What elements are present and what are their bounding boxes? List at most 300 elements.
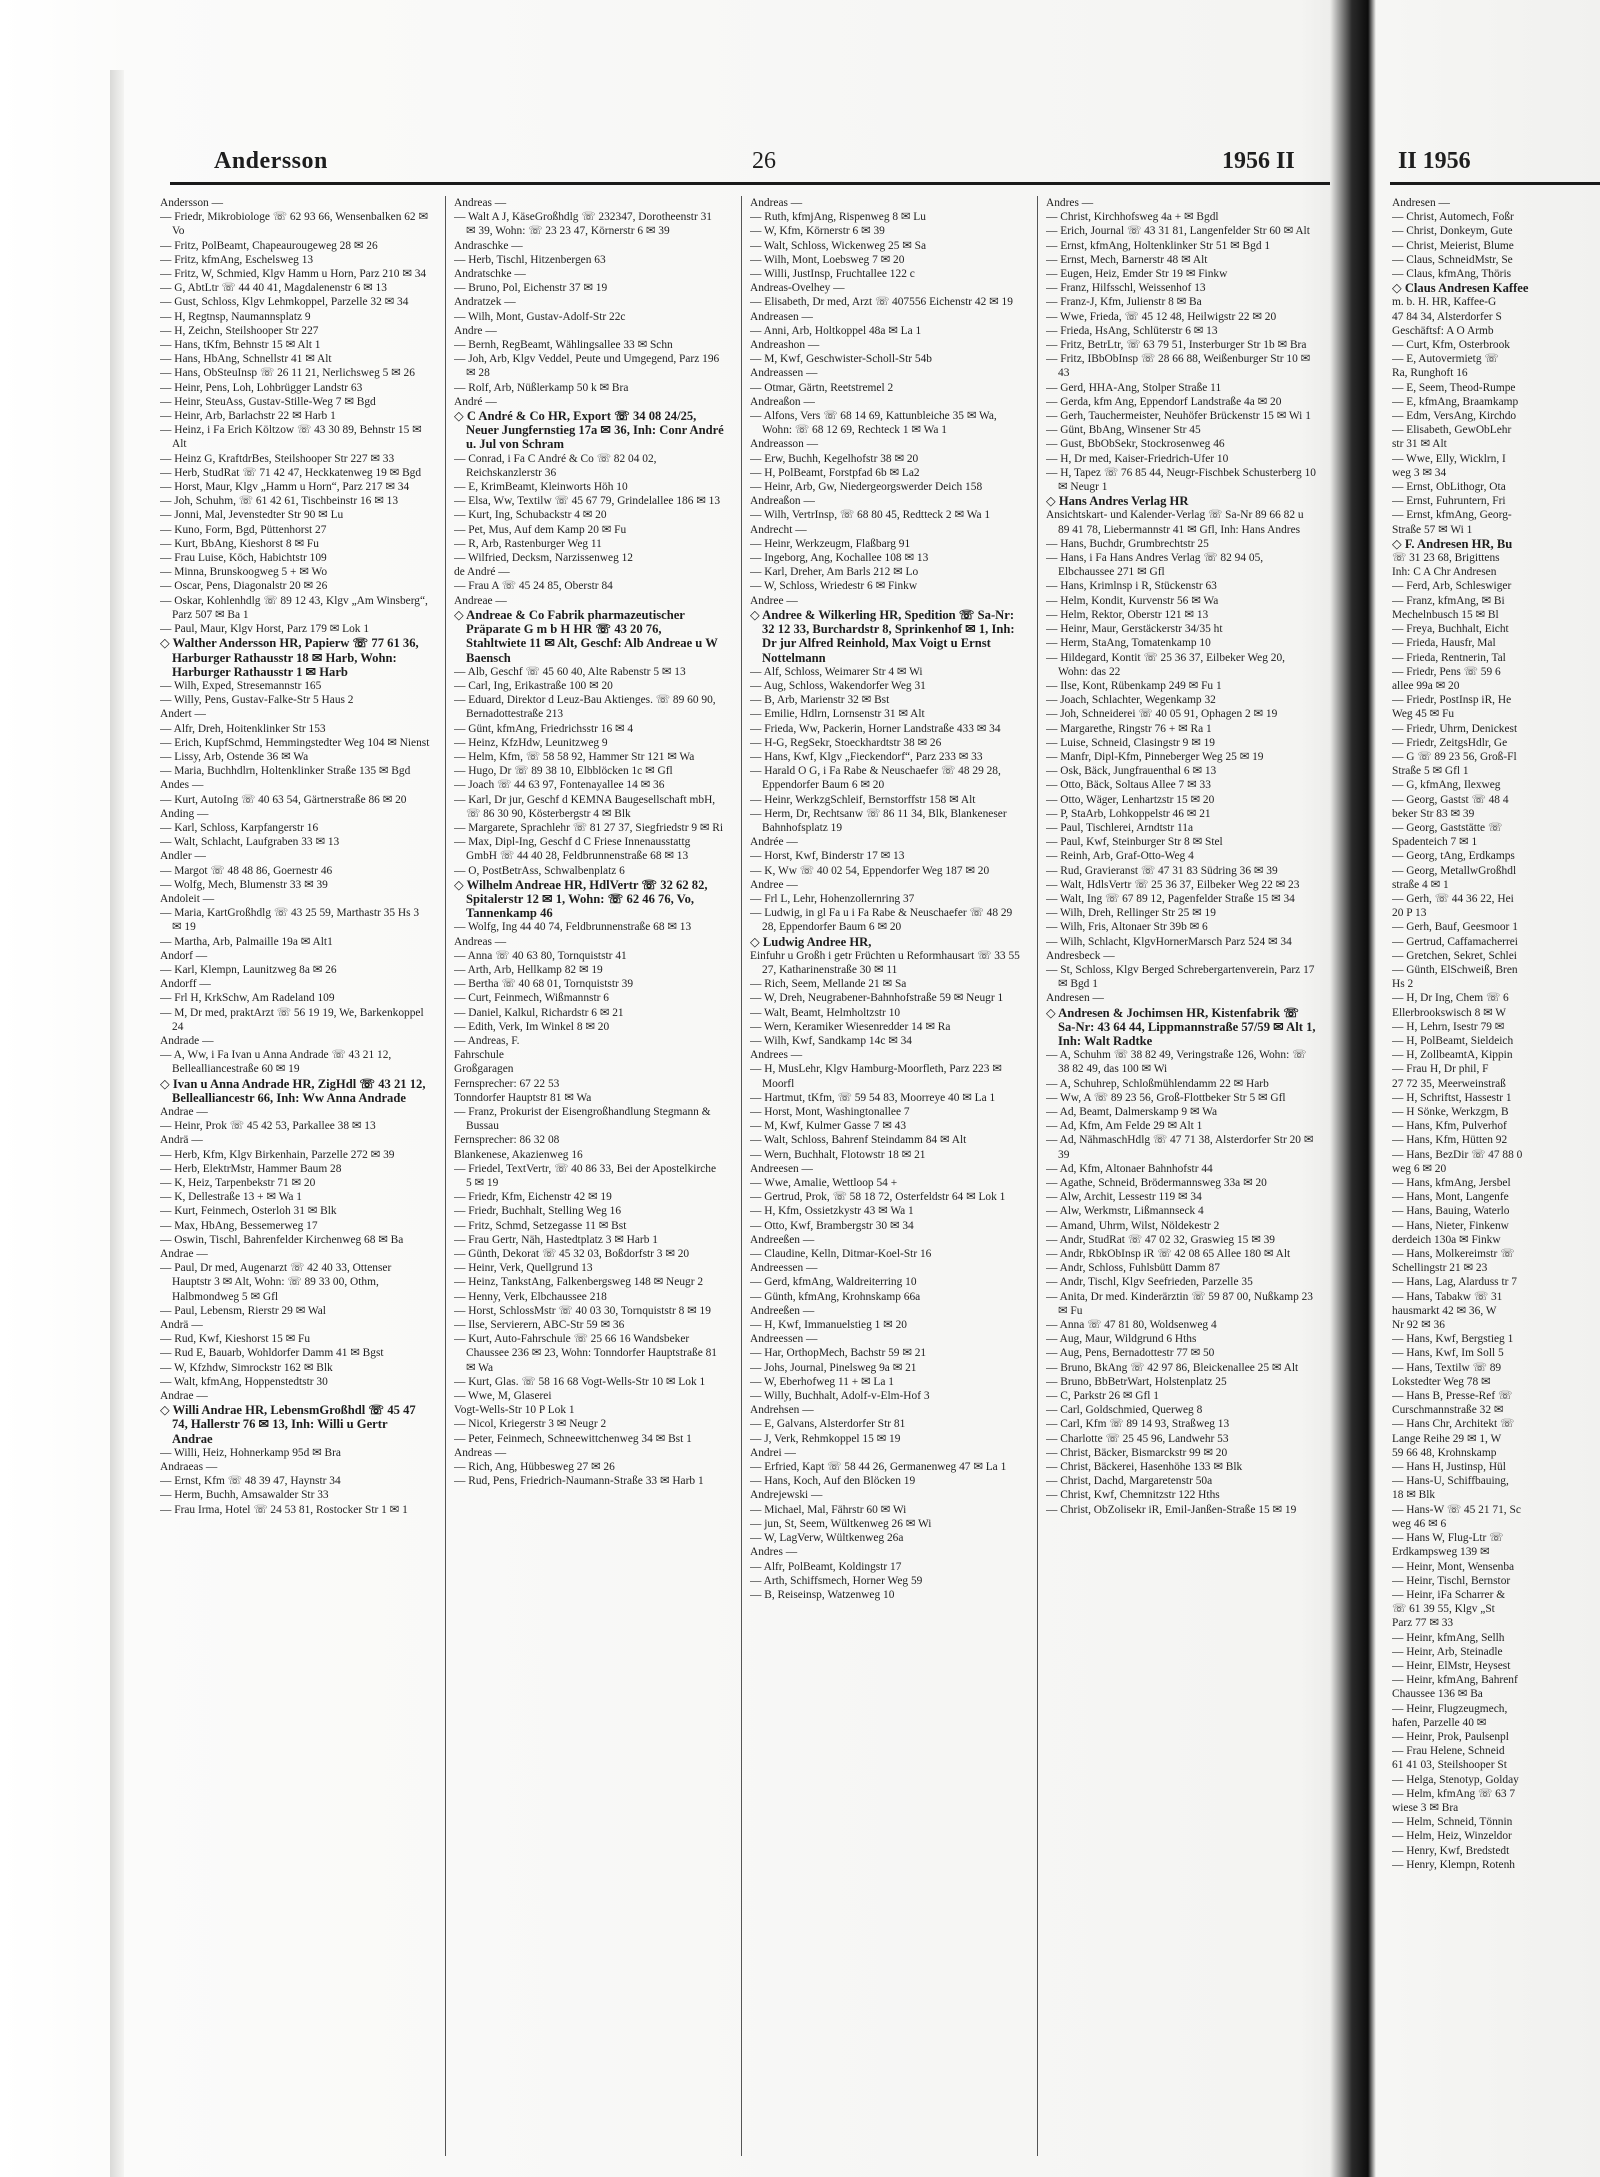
facing-entry: — Frieda, Hausfr, Mal xyxy=(1392,637,1496,650)
directory-entry: Blankenese, Akazienweg 16 xyxy=(454,1148,583,1161)
facing-entry: Erdkampsweg 139 ✉ xyxy=(1392,1546,1490,1559)
facing-entry: 61 41 03, Steilshooper St xyxy=(1392,1759,1507,1772)
directory-entry: — Gerd, HHA-Ang, Stolper Straße 11 xyxy=(1046,381,1222,394)
directory-entry: — Alfr, Dreh, Hoitenklinker Str 153 xyxy=(160,722,326,735)
directory-entry: — J, Verk, Rehmkoppel 15 ✉ 19 xyxy=(750,1432,901,1445)
directory-entry: Andres — xyxy=(1046,197,1094,209)
directory-entry: — Karl, Klempn, Launitzweg 8a ✉ 26 xyxy=(160,963,337,976)
directory-entry: — Hans, ObSteuInsp ☏ 26 11 21, Nerlichsweg 5 ✉ 26 xyxy=(160,367,415,380)
directory-entry: — Alfons, Vers ☏ 68 14 69, Kattunbleiche 35 ✉ Wa, Wohn: ☏ 68 12 69, Rechteck 1 ✉ Wa 1 xyxy=(750,410,997,437)
directory-entry: — Heinr, Maur, Gerstäckerstr 34/35 ht xyxy=(1046,623,1223,636)
facing-entry: — Claus, SchneidMstr, Se xyxy=(1392,253,1513,266)
directory-entry: — Heinr, Pens, Loh, Lohbrügger Landstr 63 xyxy=(160,381,363,394)
directory-entry: — Rud E, Bauarb, Wohldorfer Damm 41 ✉ Bgst xyxy=(160,1347,384,1360)
directory-entry: — W, Eberhofweg 11 + ✉ La 1 xyxy=(750,1375,894,1388)
directory-entry: — Hans, Koch, Auf den Blöcken 19 xyxy=(750,1475,916,1488)
directory-entry: — Gust, BbObSekr, Stockrosenweg 46 xyxy=(1046,438,1225,451)
directory-entry: Andrä — xyxy=(160,1319,203,1332)
facing-entry: — Hans, Kfm, Hütten 92 xyxy=(1392,1134,1508,1147)
facing-entry: — Hans-W ☏ 45 21 71, Sc xyxy=(1392,1503,1521,1516)
directory-entry: — Fritz, PolBeamt, Chapeaurougeweg 28 ✉ 26 xyxy=(160,239,378,252)
directory-entry: — Fritz, IBbObInsp ☏ 28 66 88, Weißenburger Str 10 ✉ 43 xyxy=(1046,353,1311,380)
facing-entry: — Georg, Gaststätte ☏ xyxy=(1392,821,1503,834)
directory-entry: — Wilh, Exped, Stresemannstr 165 xyxy=(160,679,322,692)
directory-entry: — Rich, Seem, Mellande 21 ✉ Sa xyxy=(750,978,907,991)
facing-entry: Parz 77 ✉ 33 xyxy=(1392,1617,1454,1630)
directory-entry: — Herb, Tischl, Hitzenbergen 63 xyxy=(454,253,606,266)
directory-entry: — Kurt, AutoIng ☏ 40 63 54, Gärtnerstraße 86 ✉ 20 xyxy=(160,793,407,806)
directory-entry: — H, Dr med, Kaiser-Friedrich-Ufer 10 xyxy=(1046,452,1229,465)
directory-entry: — Aug, Schloss, Wakendorfer Weg 31 xyxy=(750,679,926,692)
facing-entry: — Ernst, Fuhruntern, Fri xyxy=(1392,495,1506,508)
directory-entry: — Carl, Kfm ☏ 89 14 93, Straßweg 13 xyxy=(1046,1418,1230,1431)
directory-entry: — Bertha ☏ 40 68 01, Tornquiststr 39 xyxy=(454,978,634,991)
directory-entry: — Herm, Buchh, Amsawalder Str 33 xyxy=(160,1489,329,1502)
facing-entry: Mechelnbusch 15 ✉ Bl xyxy=(1392,608,1499,621)
directory-entry: Ansichtskart- und Kalender-Verlag ☏ Sa-Nr 89 66 82 u 89 41 78, Liebermannstr 41 ✉ Gfl, Inh: Hans Andres xyxy=(1046,509,1304,536)
facing-entry: — Günth, ElSchweiß, Bren xyxy=(1392,963,1518,976)
facing-entry: — Heinr, Tischl, Bernstor xyxy=(1392,1574,1511,1587)
directory-entry: — Willi, Heiz, Hohnerkamp 95d ✉ Bra xyxy=(160,1446,341,1459)
directory-entry: — A, Schuhrep, Schloßmühlendamm 22 ✉ Harb xyxy=(1046,1077,1269,1090)
facing-entry: Geschäftsf: A O Armb xyxy=(1392,324,1494,337)
binding-shadow xyxy=(110,70,124,2177)
directory-entry: — Henny, Verk, Elbchaussee 218 xyxy=(454,1290,607,1303)
directory-entry: — Alw, Werkmstr, Lißmannseck 4 xyxy=(1046,1205,1204,1218)
directory-entry: — Kuno, Form, Bgd, Püttenhorst 27 xyxy=(160,523,327,536)
directory-entry: — Eduard, Direktor d Leuz-Bau Aktienges. ☏ 89 60 90, Bernadottestraße 213 xyxy=(454,694,716,721)
directory-entry: Vogt-Wells-Str 10 P Lok 1 xyxy=(454,1404,575,1417)
directory-entry: Andraeas — xyxy=(160,1461,218,1474)
facing-entry: — Freya, Buchhalt, Eicht xyxy=(1392,623,1509,636)
directory-entry: — M, Dr med, praktArzt ☏ 56 19 19, We, Barkenkoppel 24 xyxy=(160,1006,424,1033)
directory-entry: — Rud, Pens, Friedrich-Naumann-Straße 33 ✉ Harb 1 xyxy=(454,1475,704,1488)
directory-entry: — Claudine, Kelln, Ditmar-Koel-Str 16 xyxy=(750,1248,932,1261)
directory-entry: — Günt, BbAng, Winsener Str 45 xyxy=(1046,424,1201,437)
facing-entry: — Christ, Automech, Foßr xyxy=(1392,211,1514,224)
facing-entry: — Heinr, kfmAng, Sellh xyxy=(1392,1631,1505,1644)
directory-entry: — Helm, Kondit, Kurvenstr 56 ✉ Wa xyxy=(1046,594,1219,607)
directory-entry: — Alfr, PolBeamt, Koldingstr 17 xyxy=(750,1560,902,1573)
directory-entry: — Elsa, Ww, Textilw ☏ 45 67 79, Grindelallee 186 ✉ 13 xyxy=(454,495,721,508)
directory-entry: — A, Schuhm ☏ 38 82 49, Veringstraße 126, Wohn: ☏ 38 82 49, das 100 ✉ Wi xyxy=(1046,1049,1307,1076)
directory-entry: — Ww, A ☏ 89 23 56, Groß-Flottbeker Str 5 ✉ Gfl xyxy=(1046,1091,1286,1104)
directory-entry: — Christ, Dachd, Margaretenstr 50a xyxy=(1046,1475,1213,1488)
facing-entry: — H, Lehrn, Isestr 79 ✉ xyxy=(1392,1020,1505,1033)
directory-entry: — Heinr, WerkzgSchleif, Bernstorffstr 158 ✉ Alt xyxy=(750,793,976,806)
directory-entry: ◇ Ivan u Anna Andrade HR, ZigHdl ☏ 43 21 12, Bellealliancestr 66, Inh: Ww Anna Andrade xyxy=(160,1076,426,1105)
directory-entry: Andreeßen — xyxy=(750,1233,815,1246)
facing-entry: — Friedr, Uhrm, Denickest xyxy=(1392,722,1518,735)
directory-entry: — Wolfg, Ing 44 40 74, Feldbrunnenstraße 68 ✉ 13 xyxy=(454,921,692,934)
facing-entry: Curschmannstraße 32 ✉ xyxy=(1392,1404,1504,1417)
directory-entry: Andreas-Ovelhey — xyxy=(750,282,845,295)
directory-entry: — Walt, kfmAng, Hoppenstedtstr 30 xyxy=(160,1375,328,1388)
directory-entry: — Erw, Buchh, Kegelhofstr 38 ✉ 20 xyxy=(750,452,919,465)
directory-entry: Andreassen — xyxy=(750,367,818,380)
directory-entry: — Agathe, Schneid, Brödermannsweg 33a ✉ 20 xyxy=(1046,1177,1267,1190)
directory-entry: — C, Parkstr 26 ✉ Gfl 1 xyxy=(1046,1390,1160,1403)
facing-entry: — H Sönke, Werkzgm, B xyxy=(1392,1106,1509,1118)
directory-entry: — Bruno, Pol, Eichenstr 37 ✉ 19 xyxy=(454,282,608,295)
facing-entry: — Heinr, Flugzeugmech, xyxy=(1392,1702,1508,1715)
directory-entry: — Otmar, Gärtn, Reetstremel 2 xyxy=(750,381,894,394)
facing-entry: Straße 57 ✉ Wi 1 xyxy=(1392,523,1473,536)
directory-entry: — Hans, i Fa Hans Andres Verlag ☏ 82 94 05, Elbchaussee 271 ✉ Gfl xyxy=(1046,552,1264,579)
directory-entry: — Heinz, TankstAng, Falkenbergsweg 148 ✉ Neugr 2 xyxy=(454,1276,704,1289)
facing-entry: 47 84 34, Alsterdorfer S xyxy=(1392,310,1502,323)
directory-entry: — Carl, Ing, Erikastraße 100 ✉ 20 xyxy=(454,679,613,692)
directory-entry: ◇ Andresen & Jochimsen HR, Kistenfabrik ☏ Sa-Nr: 43 64 44, Lippmannstraße 57/59 ✉ Alt 1, Inh: Walt Radtke xyxy=(1046,1005,1316,1048)
directory-entry: — Franz-J, Kfm, Julienstr 8 ✉ Ba xyxy=(1046,296,1202,309)
facing-entry: — Frieda, Rentnerin, Tal xyxy=(1392,651,1506,664)
running-head-name: Andersson xyxy=(214,148,328,174)
directory-entry: — Andreas, F. xyxy=(454,1034,520,1047)
facing-entry: — Gerh, ☏ 44 36 22, Hei xyxy=(1392,892,1514,905)
directory-entry: — Heinr, Arb, Gw, Niedergeorgswerder Deich 158 xyxy=(750,481,983,494)
directory-entry: — R, Arb, Rastenburger Weg 11 xyxy=(454,537,602,550)
facing-entry: — Hans B, Presse-Ref ☏ xyxy=(1392,1390,1513,1403)
directory-entry: — Christ, Bäckerei, Hasenhöhe 133 ✉ Blk xyxy=(1046,1461,1243,1474)
directory-entry: — Hans, Kwf, Klgv „Fieckendorf“, Parz 233 ✉ 33 xyxy=(750,750,983,763)
directory-entry: — Kurt, Auto-Fahrschule ☏ 25 66 16 Wandsbeker Chaussee 236 ✉ 23, Wohn: Tonndorfer Hauptstraße 81 ✉ Wa xyxy=(454,1333,717,1374)
directory-entry: Andert — xyxy=(160,708,206,721)
directory-entry: Andorff — xyxy=(160,978,211,991)
facing-entry: — Wwe, Elly, Wicklrn, I xyxy=(1392,452,1506,465)
directory-entry: — Hartmut, tKfm, ☏ 59 54 83, Moorreye 40 ✉ La 1 xyxy=(750,1091,996,1104)
directory-entry: — Max, Dipl-Ing, Geschf d C Friese Innenausstattg GmbH ☏ 44 40 28, Feldbrunnenstraße 68 ✉ 13 xyxy=(454,836,691,863)
directory-entry: ◇ Andreae & Co Fabrik pharmazeutischer Präparate G m b H HR ☏ 43 20 76, Stahltwiete 11 ✉ Alt, Geschf: Alb Andreae u W Baensch xyxy=(454,607,718,665)
facing-entry: weg 46 ✉ 6 xyxy=(1392,1517,1447,1530)
directory-entry: — Andr, RbkObInsp iR ☏ 42 08 65 Allee 180 ✉ Alt xyxy=(1046,1248,1291,1261)
directory-entry: — Walt, Schloss, Bahrenf Steindamm 84 ✉ Alt xyxy=(750,1134,967,1147)
directory-entry: — Wilh, Kwf, Sandkamp 14c ✉ 34 xyxy=(750,1034,912,1047)
directory-entry: — Alb, Geschf ☏ 45 60 40, Alte Rabenstr 5 ✉ 13 xyxy=(454,665,686,678)
directory-entry: — Bruno, BbBetrWart, Holstenplatz 25 xyxy=(1046,1375,1227,1388)
directory-entry: — Margot ☏ 48 48 86, Goernestr 46 xyxy=(160,864,333,877)
directory-entry: — Hans, HbAng, Schnellstr 41 ✉ Alt xyxy=(160,353,332,366)
facing-entry: straße 4 ✉ 1 xyxy=(1392,878,1449,891)
directory-entry: — Bernh, RegBeamt, Wählingsallee 33 ✉ Schn xyxy=(454,339,673,352)
directory-entry: de André — xyxy=(454,566,510,579)
directory-entry: Andrae — xyxy=(160,1390,208,1403)
facing-entry: — H, PolBeamt, Sieldeich xyxy=(1392,1034,1514,1047)
directory-entry: — Osk, Bäck, Jungfrauenthal 6 ✉ 13 xyxy=(1046,765,1217,778)
directory-entry: — W, Schloss, Wriedestr 6 ✉ Finkw xyxy=(750,580,918,593)
directory-entry: — Curt, Feinmech, Wißmannstr 6 xyxy=(454,992,609,1005)
column-1 xyxy=(160,196,430,2156)
facing-entry: — Hans, Kfm, Pulverhof xyxy=(1392,1120,1507,1133)
facing-entry: — Hans W, Flug-Ltr ☏ xyxy=(1392,1532,1504,1545)
directory-entry: — Wilh, Dreh, Rellinger Str 25 ✉ 19 xyxy=(1046,907,1216,920)
directory-entry: ◇ Walther Andersson HR, Papierw ☏ 77 61 36, Harburger Rathausstr 18 ✉ Harb, Wohn: Harburger Rathausstr 1 ✉ Harb xyxy=(160,636,419,679)
directory-entry: — Wern, Buchhalt, Flotowstr 18 ✉ 21 xyxy=(750,1148,926,1161)
directory-entry: — P, StaArb, Lohkoppelstr 46 ✉ 21 xyxy=(1046,807,1211,820)
directory-entry: — Hildegard, Kontit ☏ 25 36 37, Eilbeker Weg 20, Wohn: das 22 xyxy=(1046,651,1285,678)
directory-entry: — Horst, SchlossMstr ☏ 40 03 30, Tornquiststr 8 ✉ 19 xyxy=(454,1304,711,1317)
directory-entry: — Heinz G, KraftdrBes, Steilshooper Str 227 ✉ 33 xyxy=(160,452,395,465)
directory-entry: — Kurt, Glas. ☏ 58 16 68 Vogt-Wells-Str 10 ✉ Lok 1 xyxy=(454,1375,706,1388)
directory-entry: — B, Arb, Marienstr 32 ✉ Bst xyxy=(750,694,890,707)
facing-entry: Ellerbrookswisch 8 ✉ W xyxy=(1392,1006,1507,1019)
directory-entry: — Joach, Schlachter, Wegenkamp 32 xyxy=(1046,694,1216,707)
facing-entry: — Hans, kfmAng, Jersbel xyxy=(1392,1177,1511,1190)
directory-entry: Andreaßon — xyxy=(750,395,815,408)
directory-entry: Andrade — xyxy=(160,1034,214,1047)
directory-entry: Andreas — xyxy=(750,197,803,209)
facing-running-head: II 1956 xyxy=(1398,148,1471,174)
directory-entry: — M, Kwf, Geschwister-Scholl-Str 54b xyxy=(750,353,932,366)
directory-entry: — Rud, Gravieranst ☏ 47 31 83 Südring 36 ✉ 39 xyxy=(1046,864,1278,877)
directory-entry: — H-G, RegSekr, Stoeckhardtstr 38 ✉ 26 xyxy=(750,736,942,749)
directory-entry: — Minna, Brunskoogweg 5 + ✉ Wo xyxy=(160,566,328,579)
directory-entry: — Hugo, Dr ☏ 89 38 10, Elbblöcken 1c ✉ Gfl xyxy=(454,765,673,778)
directory-entry: — Anna ☏ 40 63 80, Tornquiststr 41 xyxy=(454,949,627,962)
facing-entry: wiese 3 ✉ Bra xyxy=(1392,1801,1459,1814)
directory-entry: — Hans, Buchdr, Grumbrechtstr 25 xyxy=(1046,537,1209,550)
directory-entry: — Conrad, i Fa C André & Co ☏ 82 04 02, Reichskanzlerstr 36 xyxy=(454,452,657,479)
directory-entry: Andresen — xyxy=(1046,992,1104,1005)
facing-entry: — Claus, kfmAng, Thöris xyxy=(1392,268,1512,281)
directory-entry: — Rolf, Arb, Nüßlerkamp 50 k ✉ Bra xyxy=(454,381,629,394)
facing-entry: — Gerh, Bauf, Geesmoor 1 xyxy=(1392,921,1518,934)
directory-entry: Andrae — xyxy=(160,1106,208,1118)
directory-entry: — Ernst, kfmAng, Holtenklinker Str 51 ✉ Bgd 1 xyxy=(1046,239,1271,252)
directory-entry: Andler — xyxy=(160,850,206,863)
directory-entry: Andoleit — xyxy=(160,892,215,905)
facing-entry: — Helga, Stenotyp, Golday xyxy=(1392,1773,1519,1786)
directory-entry: — W, Dreh, Neugrabener-Bahnhofstraße 59 ✉ Neugr 1 xyxy=(750,992,1004,1005)
directory-entry: Andes — xyxy=(160,779,204,792)
directory-entry: — Michael, Mal, Fährstr 60 ✉ Wi xyxy=(750,1503,907,1516)
facing-page-edge xyxy=(1382,120,1600,2170)
directory-entry: — Wwe, Frieda, ☏ 45 12 48, Heilwigstr 22 ✉ 20 xyxy=(1046,310,1277,323)
directory-entry: — Kurt, Ing, Schubackstr 4 ✉ 20 xyxy=(454,509,607,522)
directory-entry: — Gertrud, Prok, ☏ 58 18 72, Osterfeldstr 64 ✉ Lok 1 xyxy=(750,1191,1006,1204)
directory-entry: André — xyxy=(454,395,497,408)
directory-entry: — Amand, Uhrm, Wilst, Nöldekestr 2 xyxy=(1046,1219,1220,1232)
directory-entry: — Manfr, Dipl-Kfm, Pinneberger Weg 25 ✉ 19 xyxy=(1046,750,1264,763)
directory-entry: — Emilie, Hdlrn, Lornsenstr 31 ✉ Alt xyxy=(750,708,925,721)
directory-entry: — Andr, StudRat ☏ 47 02 32, Graswieg 15 ✉ 39 xyxy=(1046,1233,1275,1246)
facing-entry: — G ☏ 89 23 56, Groß-Fl xyxy=(1392,750,1517,763)
facing-entry: — Helm, kfmAng ☏ 63 7 xyxy=(1392,1787,1516,1800)
facing-entry: 27 72 35, Meerweinstraß xyxy=(1392,1077,1506,1090)
directory-entry: Fahrschule xyxy=(454,1049,504,1062)
directory-entry: — Heinz, i Fa Erich Költzow ☏ 43 30 89, Behnstr 15 ✉ Alt xyxy=(160,424,422,451)
directory-entry: — Gerd, kfmAng, Waldreiterring 10 xyxy=(750,1276,917,1289)
directory-entry: — Herm, StaAng, Tomatenkamp 10 xyxy=(1046,637,1211,650)
facing-entry: 20 P 13 xyxy=(1392,907,1427,920)
directory-entry: — Otto, Wäger, Lenhartzstr 15 ✉ 20 xyxy=(1046,793,1215,806)
directory-entry: — Walt, Ing ☏ 67 89 12, Pagenfelder Straße 15 ✉ 34 xyxy=(1046,892,1295,905)
directory-entry: — K, Dellestraße 13 + ✉ Wa 1 xyxy=(160,1191,303,1204)
directory-entry: — Carl, Goldschmied, Querweg 8 xyxy=(1046,1404,1203,1417)
page-number: 26 xyxy=(752,148,776,174)
directory-entry: — Walt, Schlacht, Laufgraben 33 ✉ 13 xyxy=(160,836,340,849)
facing-entry: — Hans, Tabakw ☏ 31 xyxy=(1392,1290,1503,1303)
directory-entry: — Paul, Maur, Klgv Horst, Parz 179 ✉ Lok 1 xyxy=(160,623,370,636)
facing-entry: — Hans, Bauing, Waterlo xyxy=(1392,1205,1510,1218)
directory-entry: — Frieda, HsAng, Schlüterstr 6 ✉ 13 xyxy=(1046,324,1218,337)
directory-entry: — Christ, Kwf, Chemnitzstr 122 Hths xyxy=(1046,1489,1220,1502)
directory-entry: Tonndorfer Hauptstr 81 ✉ Wa xyxy=(454,1091,592,1104)
directory-entry: — Edith, Verk, Im Winkel 8 ✉ 20 xyxy=(454,1020,610,1033)
directory-entry: Andratschke — xyxy=(454,268,526,281)
directory-entry: — Jonni, Mal, Jevenstedter Str 90 ✉ Lu xyxy=(160,509,344,522)
facing-entry: Spadenteich 7 ✉ 1 xyxy=(1392,836,1478,849)
directory-entry: — Günth, Dekorat ☏ 45 32 03, Boßdorfstr 3 ✉ 20 xyxy=(454,1248,690,1261)
facing-entry: allee 99a ✉ 20 xyxy=(1392,679,1460,692)
directory-entry: — Karl, Schloss, Karpfangerstr 16 xyxy=(160,821,319,834)
directory-entry: — Wilh, VertrInsp, ☏ 68 80 45, Redtteck 2 ✉ Wa 1 xyxy=(750,509,991,522)
directory-entry: — Walt, Schloss, Wickenweg 25 ✉ Sa xyxy=(750,239,927,252)
directory-entry: — Franz, Hilfsschl, Weissenhof 13 xyxy=(1046,282,1206,295)
directory-entry: — Maria, KartGroßhdlg ☏ 43 25 59, Marthastr 35 Hs 3 ✉ 19 xyxy=(160,907,420,934)
directory-entry: — Günt, kfmAng, Friedrichsstr 16 ✉ 4 xyxy=(454,722,634,735)
directory-entry: Andreesen — xyxy=(750,1162,813,1175)
directory-entry: — Oswin, Tischl, Bahrenfelder Kirchenweg 68 ✉ Ba xyxy=(160,1233,404,1246)
running-head-year: 1956 II xyxy=(1222,148,1295,174)
directory-entry: — Max, HbAng, Bessemerweg 17 xyxy=(160,1219,318,1232)
directory-entry: — Willy, Pens, Gustav-Falke-Str 5 Haus 2 xyxy=(160,694,354,707)
directory-entry: — Frau Luise, Köch, Habichtstr 109 xyxy=(160,552,327,565)
facing-entry: str 31 ✉ Alt xyxy=(1392,438,1447,451)
facing-entry: — Hans, Molkereimstr ☏ xyxy=(1392,1248,1515,1261)
directory-entry: — Wilh, Fris, Altonaer Str 39b ✉ 6 xyxy=(1046,921,1208,934)
directory-entry: — Heinr, Werkzeugm, Flaßbarg 91 xyxy=(750,537,911,550)
directory-entry: ◇ Andree & Wilkerling HR, Spedition ☏ Sa-Nr: 32 12 33, Burchardstr 8, Sprinkenhof ✉ 1, Inh: Dr jur Alfred Reinhold, Max Voigt u Ernst Nottelmann xyxy=(750,607,1015,665)
facing-entry: — Helm, Heiz, Winzeldor xyxy=(1392,1830,1512,1843)
directory-entry: — Frau Irma, Hotel ☏ 24 53 81, Rostocker Str 1 ✉ 1 xyxy=(160,1503,408,1516)
facing-entry: — Edm, VersAng, Kirchdo xyxy=(1392,410,1517,423)
facing-entry: weg 6 ✉ 20 xyxy=(1392,1162,1447,1175)
directory-entry: — W, Kfm, Körnerstr 6 ✉ 39 xyxy=(750,225,885,238)
directory-entry: Andreas — xyxy=(454,197,507,209)
facing-entry: Andresen — xyxy=(1392,197,1450,209)
directory-entry: ◇ Wilhelm Andreae HR, HdlVertr ☏ 32 62 82, Spitalerstr 12 ✉ 1, Wohn: ☏ 62 46 76, Vo, Tannenkamp 46 xyxy=(454,877,708,921)
directory-entry: — Aug, Pens, Bernadottestr 77 ✉ 50 xyxy=(1046,1347,1215,1360)
directory-entry: — Herb, Kfm, Klgv Birkenhain, Parzelle 272 ✉ 39 xyxy=(160,1148,395,1161)
directory-entry: — Pet, Mus, Auf dem Kamp 20 ✉ Fu xyxy=(454,523,627,536)
directory-entry: — Paul, Dr med, Augenarzt ☏ 42 40 33, Ottenser Hauptstr 3 ✉ Alt, Wohn: ☏ 89 33 00, Othm, Halbmondweg 5 ✉ Gfl xyxy=(160,1262,392,1303)
directory-entry: — E, Galvans, Alsterdorfer Str 81 xyxy=(750,1418,906,1431)
directory-entry: — Kurt, Feinmech, Osterloh 31 ✉ Blk xyxy=(160,1205,337,1218)
directory-entry: — Margarete, Sprachlehr ☏ 81 27 37, Siegfriedstr 9 ✉ Ri xyxy=(454,821,724,834)
facing-entry: — H, ZollbeamtA, Kippin xyxy=(1392,1049,1513,1062)
directory-entry: Andree — xyxy=(750,878,798,891)
directory-entry: — Ad, Kfm, Altonaer Bahnhofstr 44 xyxy=(1046,1162,1213,1175)
directory-entry: Einfuhr u Großh i getr Früchten u Reformhausart ☏ 33 55 27, Katharinenstraße 30 ✉ 11 xyxy=(750,949,1020,976)
column-divider xyxy=(445,196,446,2156)
directory-entry: — Herb, StudRat ☏ 71 42 47, Heckkatenweg 19 ✉ Bgd xyxy=(160,466,422,479)
directory-entry: — Ludwig, in gl Fa u i Fa Rabe & Neuschaefer ☏ 48 29 28, Eppendorfer Baum 6 ✉ 20 xyxy=(750,907,1013,934)
directory-entry: — Bruno, BkAng ☏ 42 97 86, Bleickenallee 25 ✉ Alt xyxy=(1046,1361,1299,1374)
directory-entry: — Martha, Arb, Palmaille 19a ✉ Alt1 xyxy=(160,935,333,948)
facing-entry: — Heinr, Prok, Paulsenpl xyxy=(1392,1730,1509,1743)
facing-entry: — Franz, kfmAng, ✉ Bi xyxy=(1392,594,1505,607)
header-rule xyxy=(170,182,1330,185)
directory-entry: — Gerh, Tauchermeister, Neuhöfer Brückenstr 15 ✉ Wi 1 xyxy=(1046,410,1311,423)
facing-entry: — Ferd, Arb, Schleswiger xyxy=(1392,580,1512,593)
directory-entry: — Paul, Tischlerei, Arndtstr 11a xyxy=(1046,821,1194,834)
directory-entry: — Rich, Ang, Hübbesweg 27 ✉ 26 xyxy=(454,1461,615,1474)
directory-entry: — A, Ww, i Fa Ivan u Anna Andrade ☏ 43 21 12, Bellealliancestraße 60 ✉ 19 xyxy=(160,1049,392,1076)
directory-entry: — Ruth, kfmjAng, Rispenweg 8 ✉ Lu xyxy=(750,211,926,224)
directory-entry: — E, KrimBeamt, Kleinworts Höh 10 xyxy=(454,481,628,494)
directory-entry: — Fritz, Schmd, Setzegasse 11 ✉ Bst xyxy=(454,1219,627,1232)
directory-entry: Andratzek — xyxy=(454,296,516,309)
facing-entry: — H, Dr Ing, Chem ☏ 6 xyxy=(1392,992,1509,1005)
facing-entry: — Friedr, ZeitgsHdlr, Ge xyxy=(1392,736,1508,749)
directory-entry: — Heinr, SteuAss, Gustav-Stille-Weg 7 ✉ Bgd xyxy=(160,395,376,408)
facing-entry: — Elisabeth, GewObLehr xyxy=(1392,424,1512,437)
directory-entry: — jun, St, Seem, Wültkenweg 26 ✉ Wi xyxy=(750,1517,932,1530)
directory-entry: — Fritz, kfmAng, Eschelsweg 13 xyxy=(160,253,314,266)
directory-entry: Andree — xyxy=(750,594,798,607)
directory-entry: Andrée — xyxy=(750,836,798,849)
directory-entry: — Oscar, Pens, Diagonalstr 20 ✉ 26 xyxy=(160,580,328,593)
directory-entry: — Nicol, Kriegerstr 3 ✉ Neugr 2 xyxy=(454,1418,607,1431)
directory-entry: — Frl H, KrkSchw, Am Radeland 109 xyxy=(160,992,335,1005)
directory-entry: — Helm, Kfm, ☏ 58 58 92, Hammer Str 121 ✉ Wa xyxy=(454,750,695,763)
directory-entry: — Christ, Kirchhofsweg 4a + ✉ Bgdl xyxy=(1046,211,1219,224)
directory-entry: — Christ, Bäcker, Bismarckstr 99 ✉ 20 xyxy=(1046,1446,1228,1459)
directory-entry: — Ernst, Kfm ☏ 48 39 47, Haynstr 34 xyxy=(160,1475,341,1488)
facing-entry: Hs 2 xyxy=(1392,978,1414,991)
directory-entry: — Reinh, Arb, Graf-Otto-Weg 4 xyxy=(1046,850,1194,863)
directory-entry: — Fritz, W, Schmied, Klgv Hamm u Horn, Parz 210 ✉ 34 xyxy=(160,268,427,281)
facing-entry: Inh: C A Chr Andresen xyxy=(1392,566,1497,579)
facing-entry: ☏ 61 39 55, Klgv „St xyxy=(1392,1603,1495,1616)
facing-entry: — E, kfmAng, Braamkamp xyxy=(1392,395,1519,408)
directory-entry: — Anita, Dr med. Kinderärztin ☏ 59 87 00, Nußkamp 23 ✉ Fu xyxy=(1046,1290,1314,1317)
directory-entry: — K, Ww ☏ 40 02 54, Eppendorfer Weg 187 ✉ 20 xyxy=(750,864,990,877)
directory-entry: Andresbeck — xyxy=(1046,949,1115,962)
directory-entry: Andrehsen — xyxy=(750,1404,814,1417)
facing-entry: — Curt, Kfm, Osterbrook xyxy=(1392,339,1511,352)
facing-entry: derdeich 130a ✉ Finkw xyxy=(1392,1233,1501,1246)
facing-entry: — Friedr, Pens ☏ 59 6 xyxy=(1392,665,1501,678)
directory-entry: Andrä — xyxy=(160,1134,203,1147)
directory-entry: — Har, OrthopMech, Bachstr 59 ✉ 21 xyxy=(750,1347,927,1360)
directory-entry: Andreessen — xyxy=(750,1262,818,1275)
directory-entry: Andorf — xyxy=(160,949,208,962)
facing-entry: — Heinr, iFa Scharrer & xyxy=(1392,1588,1506,1601)
facing-entry: — Heinr, Mont, Wensenba xyxy=(1392,1560,1515,1573)
directory-entry: Andrei — xyxy=(750,1446,796,1459)
directory-entry: — H, PolBeamt, Forstpfad 6b ✉ La2 xyxy=(750,466,920,479)
directory-entry: — Charlotte ☏ 25 45 96, Landwehr 53 xyxy=(1046,1432,1229,1445)
directory-entry: — Ilse, Servierern, ABC-Str 59 ✉ 36 xyxy=(454,1319,625,1332)
facing-entry: Lange Reihe 29 ✉ 1, W xyxy=(1392,1432,1502,1445)
facing-entry: — Hans, BezDir ☏ 47 88 0 xyxy=(1392,1148,1523,1161)
facing-entry: ☏ 31 23 68, Brigittens xyxy=(1392,552,1500,565)
directory-entry: — Joh, Schuhm, ☏ 61 42 61, Tischbeinstr 16 ✉ 13 xyxy=(160,495,399,508)
directory-entry: — Fritz, BetrLtr, ☏ 63 79 51, Insterburger Str 1b ✉ Bra xyxy=(1046,339,1307,352)
directory-entry: — Peter, Feinmech, Schneewittchenweg 34 ✉ Bst 1 xyxy=(454,1432,692,1445)
directory-entry: — St, Schloss, Klgv Berged Schrebergartenverein, Parz 17 ✉ Bgd 1 xyxy=(1046,963,1315,991)
directory-entry: — Ad, Kfm, Am Felde 29 ✉ Alt 1 xyxy=(1046,1120,1203,1133)
directory-entry: — Joh, Arb, Klgv Veddel, Peute und Umgegend, Parz 196 ✉ 28 xyxy=(454,353,720,380)
directory-entry: — H, Kwf, Immanuelstieg 1 ✉ 20 xyxy=(750,1319,907,1332)
directory-entry: — H, MusLehr, Klgv Hamburg-Moorfleth, Parz 223 ✉ Moorfl xyxy=(750,1063,1002,1090)
facing-entry: — Hans, Kwf, Im Soll 5 xyxy=(1392,1347,1504,1360)
facing-entry: ◇ F. Andresen HR, Bu xyxy=(1392,536,1513,551)
directory-entry: — Luise, Schneid, Clasingstr 9 ✉ 19 xyxy=(1046,736,1216,749)
directory-entry: ◇ Willi Andrae HR, LebensmGroßhdl ☏ 45 47 74, Hallerstr 76 ✉ 13, Inh: Willi u Gertr Andrae xyxy=(160,1403,416,1446)
directory-entry: — Arth, Arb, Hellkamp 82 ✉ 19 xyxy=(454,963,603,976)
